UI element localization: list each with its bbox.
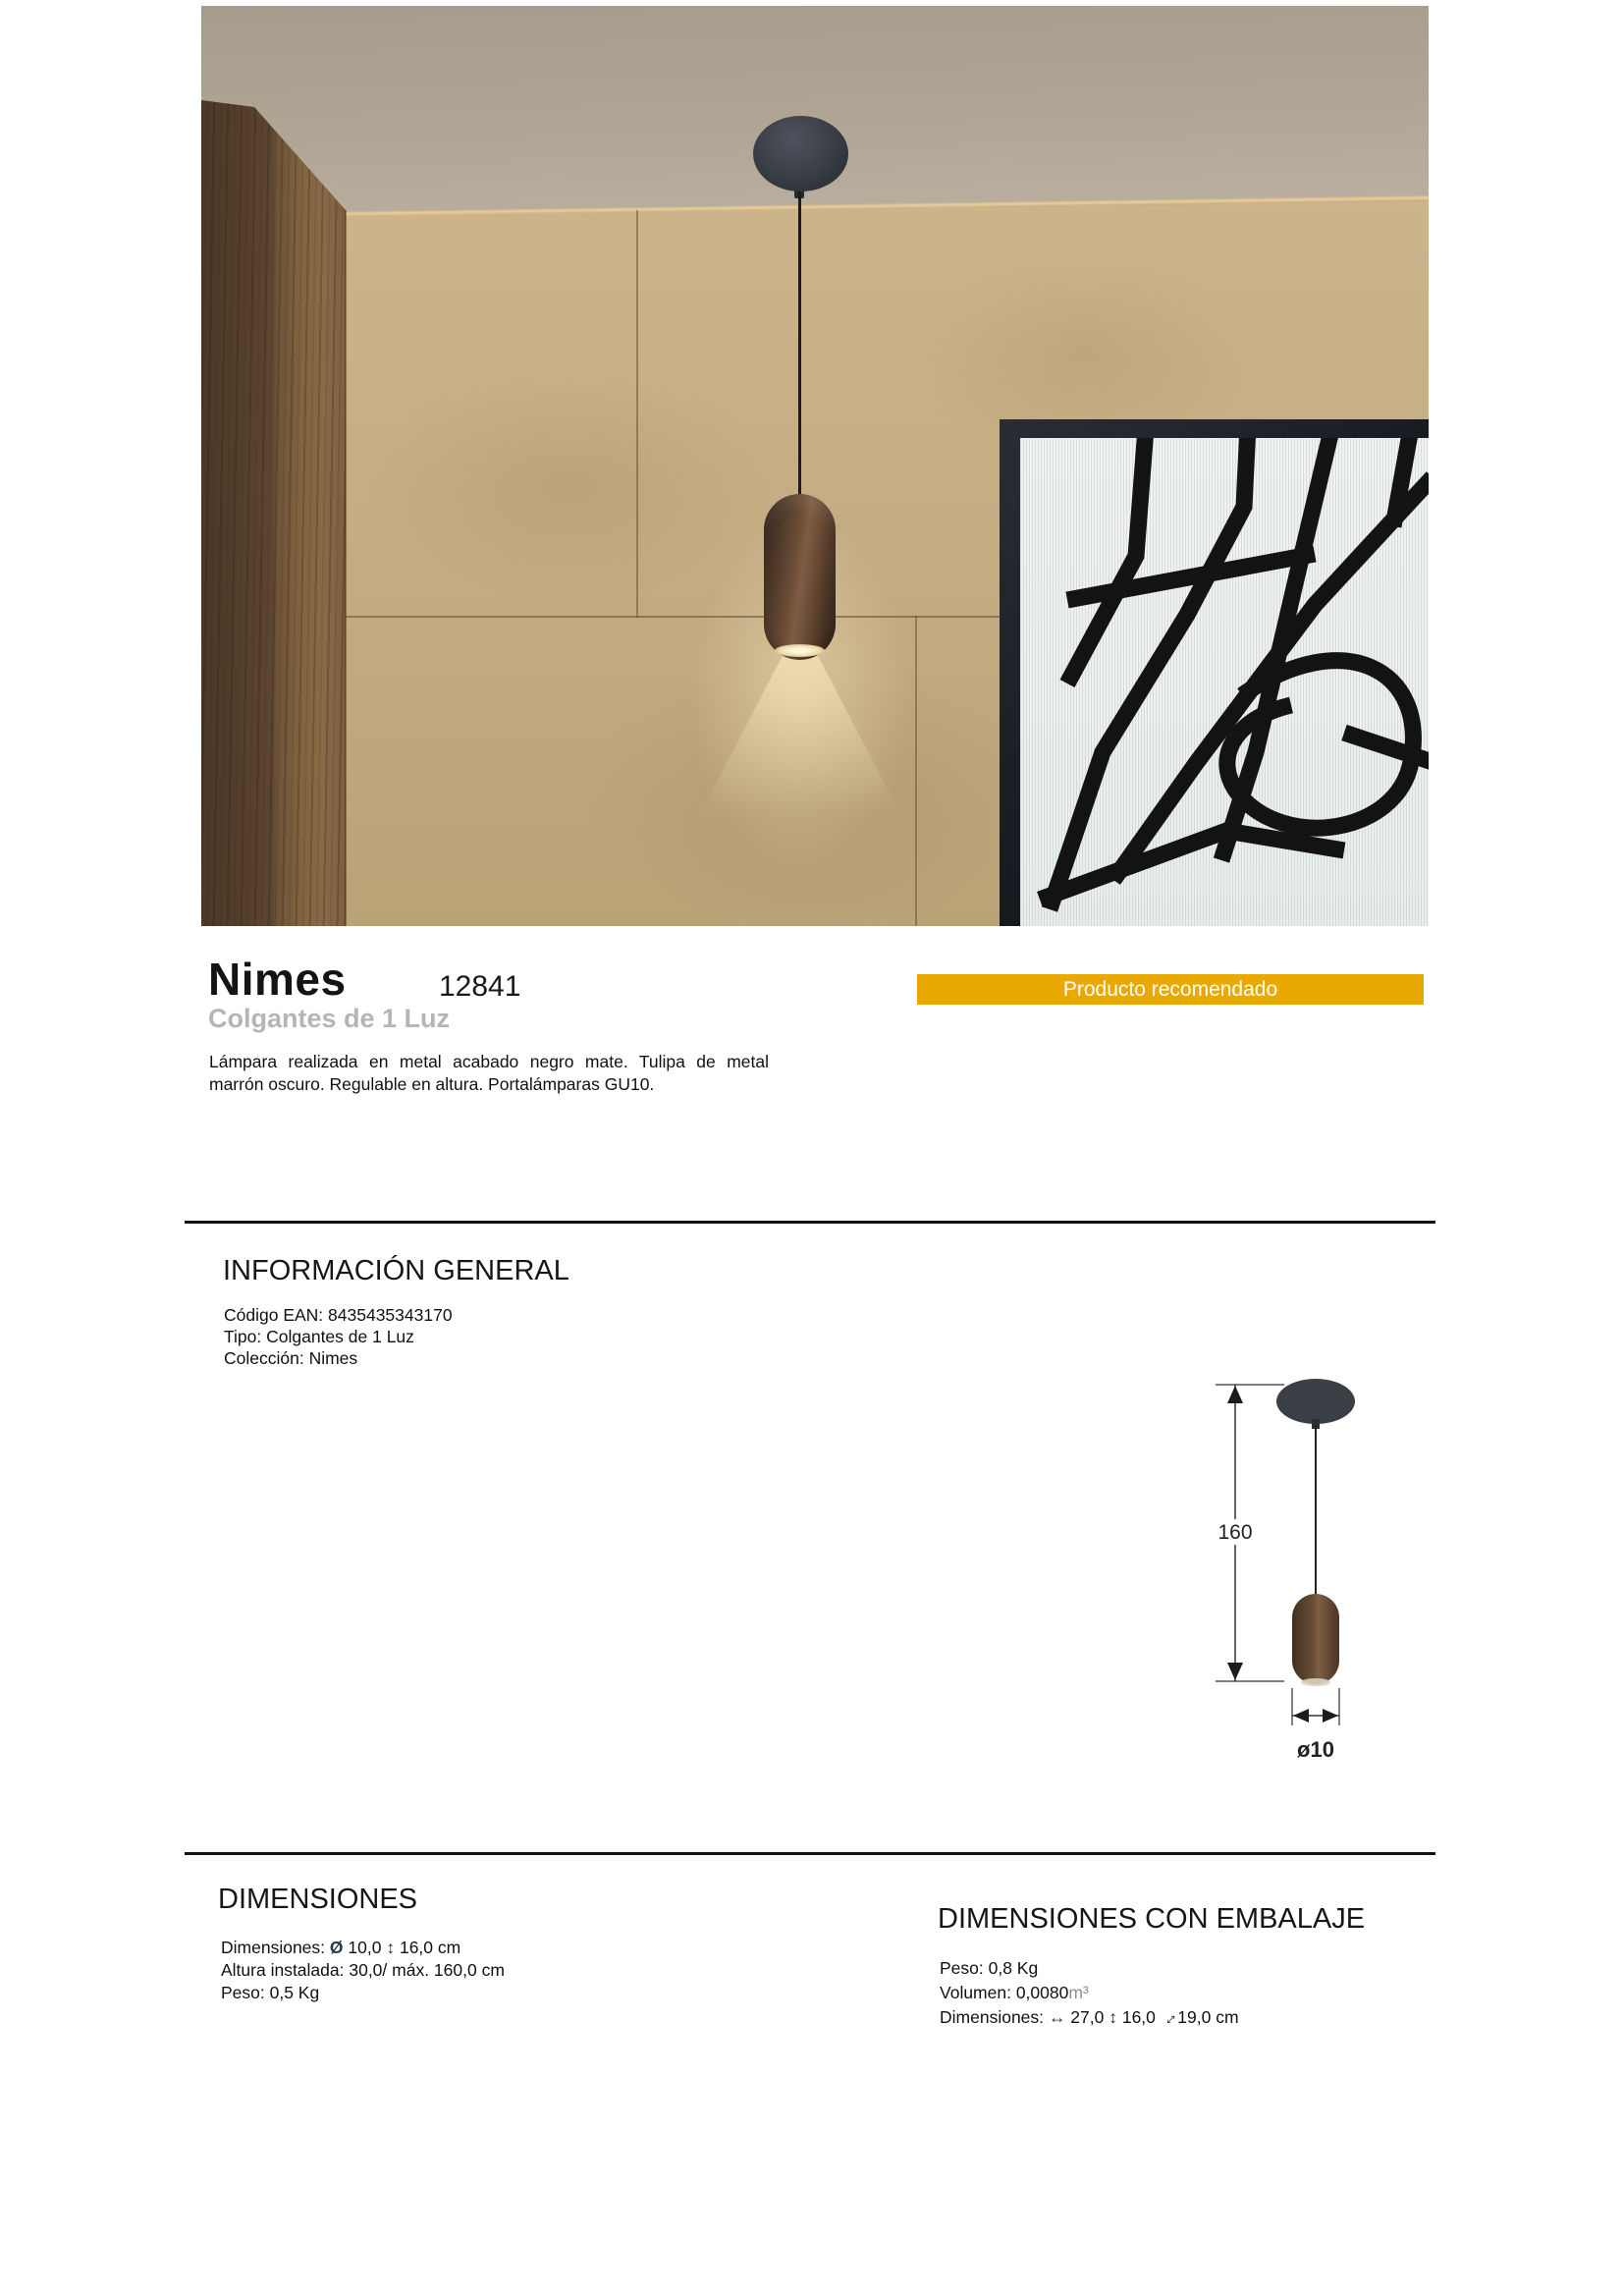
- pendant-shade: [764, 494, 836, 660]
- horizontal-arrow-icon: ↔: [1048, 2007, 1066, 2027]
- info-row-collection: Colección: Nimes: [224, 1348, 358, 1368]
- ceiling-canopy: [753, 116, 848, 191]
- artwork-strokes: [1020, 438, 1429, 926]
- general-info-rows: [224, 1304, 453, 1369]
- dimensions-size-label: Dimensiones:: [221, 1938, 326, 1957]
- diameter-icon: Ø: [329, 1938, 344, 1957]
- volume-unit: m³: [1068, 1983, 1089, 2002]
- technical-drawing: [1178, 1370, 1404, 1773]
- packaging-volume-row: [940, 1981, 1239, 2005]
- section-divider: [185, 1852, 1435, 1855]
- packaging-depth-value: 19,0: [1177, 2007, 1212, 2027]
- recommended-badge: Producto recomendado: [917, 974, 1424, 1005]
- diagonal-arrow-icon: ↔: [1155, 2003, 1182, 2031]
- product-code: 12841: [439, 970, 521, 1003]
- diameter-dimension-label: ø10: [1297, 1737, 1334, 1762]
- drawing-canopy: [1276, 1379, 1355, 1424]
- arrowhead-right: [1323, 1709, 1338, 1722]
- packaging-height-value: 16,0: [1121, 2007, 1156, 2027]
- packaging-title: DIMENSIONES CON EMBALAJE: [938, 1903, 1366, 1935]
- packaging-weight-row: Peso: 0,8 Kg: [940, 1958, 1039, 1978]
- packaging-width-value: 27,0: [1070, 2007, 1105, 2027]
- vertical-arrow-icon: ↕: [386, 1938, 396, 1957]
- height-dimension-label: 160: [1217, 1521, 1253, 1544]
- product-description: Lámpara realizada en metal acabado negro mate. Tulipa de metal marrón oscuro. Regulable en altura. Portalámparas GU10.: [209, 1052, 769, 1094]
- drawing-bulb-ring: [1301, 1678, 1330, 1686]
- weight-row: Peso: 0,5 Kg: [221, 1983, 320, 2002]
- packaging-rows: [940, 1956, 1239, 2030]
- volume-value: Volumen: 0,0080: [940, 1983, 1069, 2002]
- arrowhead-up: [1227, 1386, 1243, 1403]
- wall-seam-vertical-right: [915, 616, 917, 926]
- arrowhead-left: [1293, 1709, 1309, 1722]
- dimensions-title: DIMENSIONES: [218, 1884, 418, 1915]
- general-info-title: INFORMACIÓN GENERAL: [223, 1255, 569, 1286]
- product-category: Colgantes de 1 Luz: [208, 1004, 451, 1033]
- product-photo: [201, 6, 1429, 926]
- size-unit: cm: [437, 1938, 461, 1957]
- wall-seam-vertical-left: [636, 210, 638, 618]
- framed-artwork: [1000, 419, 1429, 926]
- product-name: Nimes: [208, 954, 347, 1005]
- drawing-shade: [1292, 1594, 1339, 1684]
- info-row-ean: Código EAN: 8435435343170: [224, 1305, 453, 1325]
- dimensions-size-row: [221, 1937, 505, 1959]
- pendant-cable: [798, 189, 801, 499]
- packaging-unit: cm: [1216, 2007, 1239, 2027]
- packaging-size-row: [940, 2005, 1239, 2030]
- vertical-arrow-icon: ↕: [1109, 2007, 1117, 2027]
- dimensions-rows: [221, 1937, 505, 2004]
- section-divider: [185, 1221, 1435, 1224]
- height-value: 16,0: [399, 1938, 434, 1957]
- packaging-size-label: Dimensiones:: [940, 2007, 1045, 2027]
- arrowhead-down: [1227, 1663, 1243, 1680]
- artwork-canvas: [1020, 438, 1429, 926]
- wood-panel-edge: [345, 210, 347, 926]
- info-row-type: Tipo: Colgantes de 1 Luz: [224, 1327, 414, 1346]
- diameter-value: 10,0: [348, 1938, 382, 1957]
- wall-seam-horizontal: [346, 616, 1000, 618]
- installed-height-row: Altura instalada: 30,0/ máx. 160,0 cm: [221, 1960, 505, 1980]
